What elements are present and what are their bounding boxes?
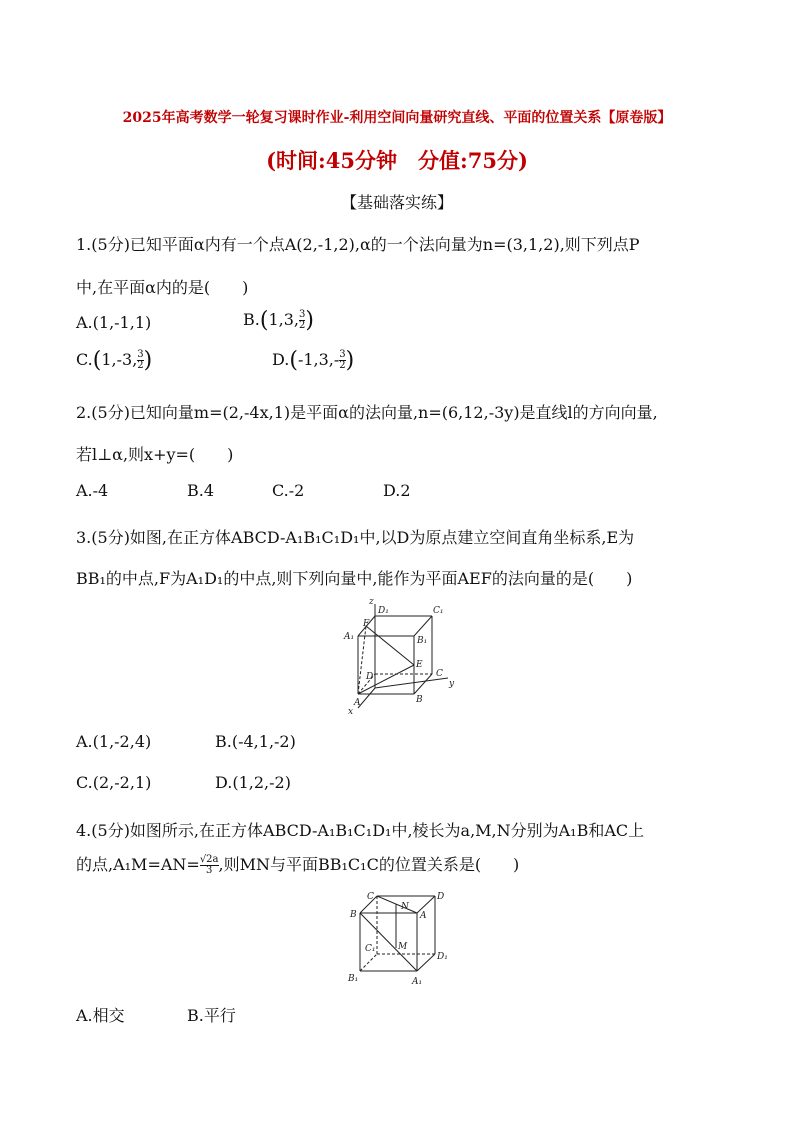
q4-option-b: B.平行 (187, 1006, 236, 1025)
q2-option-d: D.2 (383, 481, 411, 500)
q3-label-e: E (416, 660, 423, 670)
q3-option-d: D.(1,2,-2) (215, 773, 291, 792)
q3-label-z: z (369, 597, 374, 607)
q1-line1: 1.(5分)已知平面α内有一个点A(2,-1,2),α的一个法向量为n=(3,1,2),则下列点P (76, 235, 640, 254)
q3-label-x: x (348, 707, 354, 716)
q3-label-b: B (416, 695, 423, 705)
q2-option-a: A.-4 (76, 481, 109, 500)
q3-cube-figure (336, 596, 466, 716)
q3-label-c1: C₁ (433, 606, 444, 616)
q4-label-a: A (420, 911, 427, 921)
q3-label-d1: D₁ (378, 606, 389, 616)
q2-option-c: C.-2 (272, 481, 305, 500)
q3-line1: 3.(5分)如图,在正方体ABCD-A₁B₁C₁D₁中,以D为原点建立空间直角坐标系,E为 (76, 528, 635, 547)
q4-label-m: M (398, 942, 408, 952)
q3-option-c: C.(2,-2,1) (76, 773, 152, 792)
time-score-subtitle: (时间:45分钟 分值:75分) (266, 148, 528, 173)
q1-option-b: B.(1,3, $\frac{3}{2}$ ) (243, 308, 314, 333)
q2-line2: 若l⊥α,则x+y=( ) (76, 445, 234, 464)
q4-label-c: C (367, 892, 374, 902)
q4-line1: 4.(5分)如图所示,在正方体ABCD-A₁B₁C₁D₁中,棱长为a,M,N分别为A₁B和AC上 (76, 821, 645, 840)
q4-label-n: N (401, 902, 409, 912)
q1-option-a: A.(1,-1,1) (76, 313, 152, 332)
q3-option-a: A.(1,-2,4) (76, 732, 152, 751)
q4-label-b: B (350, 910, 357, 920)
q1-line2: 中,在平面α内的是( ) (76, 278, 249, 297)
q1-option-d: D.(-1,3,- $\frac{3}{2}$ ) (272, 348, 355, 373)
q2-line1: 2.(5分)已知向量m=(2,-4x,1)是平面α的法向量,n=(6,12,-3y)是直线l的方向向量, (76, 403, 658, 422)
q4-label-d1: D₁ (437, 952, 448, 962)
q3-label-a1: A₁ (344, 632, 355, 642)
q2-option-b: B.4 (187, 481, 215, 500)
q3-label-y: y (449, 679, 455, 689)
q4-label-d: D (437, 892, 445, 902)
q4-line2: 的点,A₁M=AN= $\frac{√2a}{3}$ ,则MN与平面BB₁C₁C的位置关系是( ) (76, 854, 520, 876)
q3-label-d: D (366, 672, 374, 682)
q3-label-b1: B₁ (417, 636, 428, 646)
q4-label-c1: C₁ (365, 944, 376, 954)
q4-label-a1: A₁ (412, 977, 423, 987)
q3-line2: BB₁的中点,F为A₁D₁的中点,则下列向量中,能作为平面AEF的法向量的是( ) (76, 569, 633, 588)
section-heading: 【基础落实练】 (340, 193, 453, 212)
document-title: 2025年高考数学一轮复习课时作业-利用空间向量研究直线、平面的位置关系【原卷版】 (122, 110, 672, 126)
q3-option-b: B.(-4,1,-2) (215, 732, 296, 751)
q3-label-a: A (354, 698, 361, 708)
q3-label-c: C (436, 669, 443, 679)
q1-option-c: C.(1,-3, $\frac{3}{2}$ ) (76, 348, 153, 373)
q4-label-b1: B₁ (348, 974, 359, 984)
q4-option-a: A.相交 (76, 1006, 125, 1025)
q4-cube-figure (340, 888, 460, 988)
q3-label-f: F (363, 619, 370, 629)
